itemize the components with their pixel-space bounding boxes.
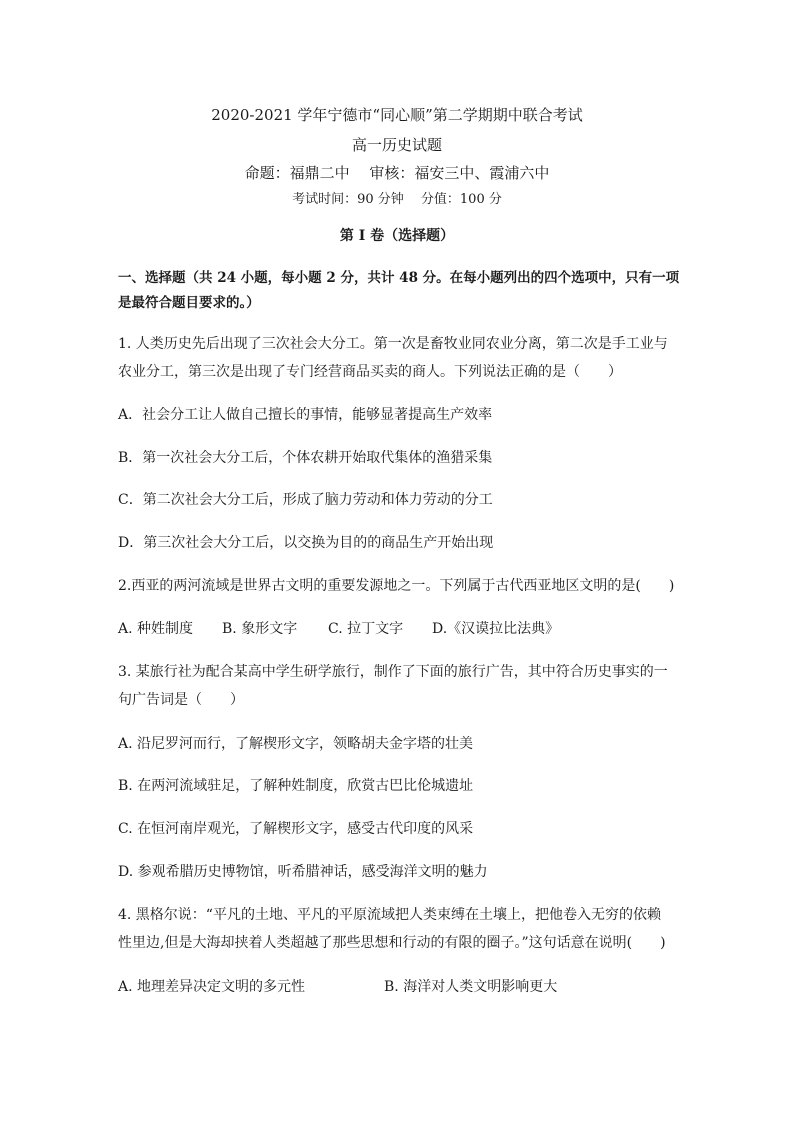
question-3-stem-line-1: 3. 某旅行社为配合某高中学生研学旅行，制作了下面的旅行广告，其中符合历史事实的一 <box>118 664 668 680</box>
question-3-option-b[interactable]: B. 在两河流域驻足，了解种姓制度，欣赏古巴比伦城遗址 <box>118 778 474 794</box>
question-2-option-d[interactable]: D.《汉谟拉比法典》 <box>432 621 560 637</box>
question-3-option-c[interactable]: C. 在恒河南岸观光，了解楔形文字，感受古代印度的风采 <box>118 821 474 837</box>
question-4-option-b[interactable]: B. 海洋对人类文明影响更大 <box>384 979 558 995</box>
subject-title: 高一历史试题 <box>351 136 442 154</box>
question-1-option-a[interactable]: A．社会分工让人做自己擅长的事情，能够显著提高生产效率 <box>118 407 493 423</box>
time-score-line: 考试时间：90 分钟 分值：100 分 <box>292 192 502 207</box>
question-1-option-b[interactable]: B．第一次社会大分工后，个体农耕开始取代集体的渔猎采集 <box>118 450 493 466</box>
question-3-option-a[interactable]: A. 沿尼罗河而行，了解楔形文字，领略胡夫金字塔的壮美 <box>118 736 474 752</box>
question-3-option-d[interactable]: D. 参观希腊历史博物馆，听希腊神话，感受海洋文明的魅力 <box>118 864 488 880</box>
instructions-line-2: 是最符合题目要求的。） <box>118 295 260 311</box>
question-4-stem-line-1: 4. 黑格尔说：“平凡的土地、平凡的平原流域把人类束缚在土壤上，把他卷入无穷的依赖 <box>118 907 661 923</box>
question-2-option-b[interactable]: B. 象形文字 <box>222 621 298 637</box>
question-1-option-d[interactable]: D．第三次社会大分工后，以交换为目的的商品生产开始出现 <box>118 535 494 551</box>
question-4-stem-line-2: 性里边,但是大海却挟着人类超越了那些思想和行动的有限的圈子。”这句话意在说明( ) <box>118 935 666 951</box>
question-4-option-a[interactable]: A. 地理差异决定文明的多元性 <box>118 979 306 995</box>
question-2-option-c[interactable]: C. 拉丁文字 <box>328 621 404 637</box>
question-1-stem-line-2: 农业分工，第三次是出现了专门经营商品买卖的商人。下列说法正确的是（ ） <box>118 364 622 380</box>
question-2-stem-line-1: 2.西亚的两河流域是世界古文明的重要发源地之一。下列属于古代西亚地区文明的是( ) <box>118 578 675 594</box>
question-2-option-a[interactable]: A. 种姓制度 <box>118 621 194 637</box>
question-3-stem-line-2: 句广告词是（ ） <box>118 692 244 708</box>
section-title: 第 I 卷（选择题） <box>339 228 455 244</box>
authors-line: 命题：福鼎二中 审核：福安三中、霞浦六中 <box>244 164 550 182</box>
exam-title: 2020-2021 学年宁德市“同心顺”第二学期期中联合考试 <box>211 106 583 124</box>
question-1-stem-line-1: 1. 人类历史先后出现了三次社会大分工。第一次是畜牧业同农业分离，第二次是手工业与 <box>118 336 668 352</box>
question-1-option-c[interactable]: C．第二次社会大分工后，形成了脑力劳动和体力劳动的分工 <box>118 492 493 508</box>
instructions-line-1: 一、选择题（共 24 小题，每小题 2 分，共计 48 分。在每小题列出的四个选项中，只有一项 <box>118 270 680 286</box>
